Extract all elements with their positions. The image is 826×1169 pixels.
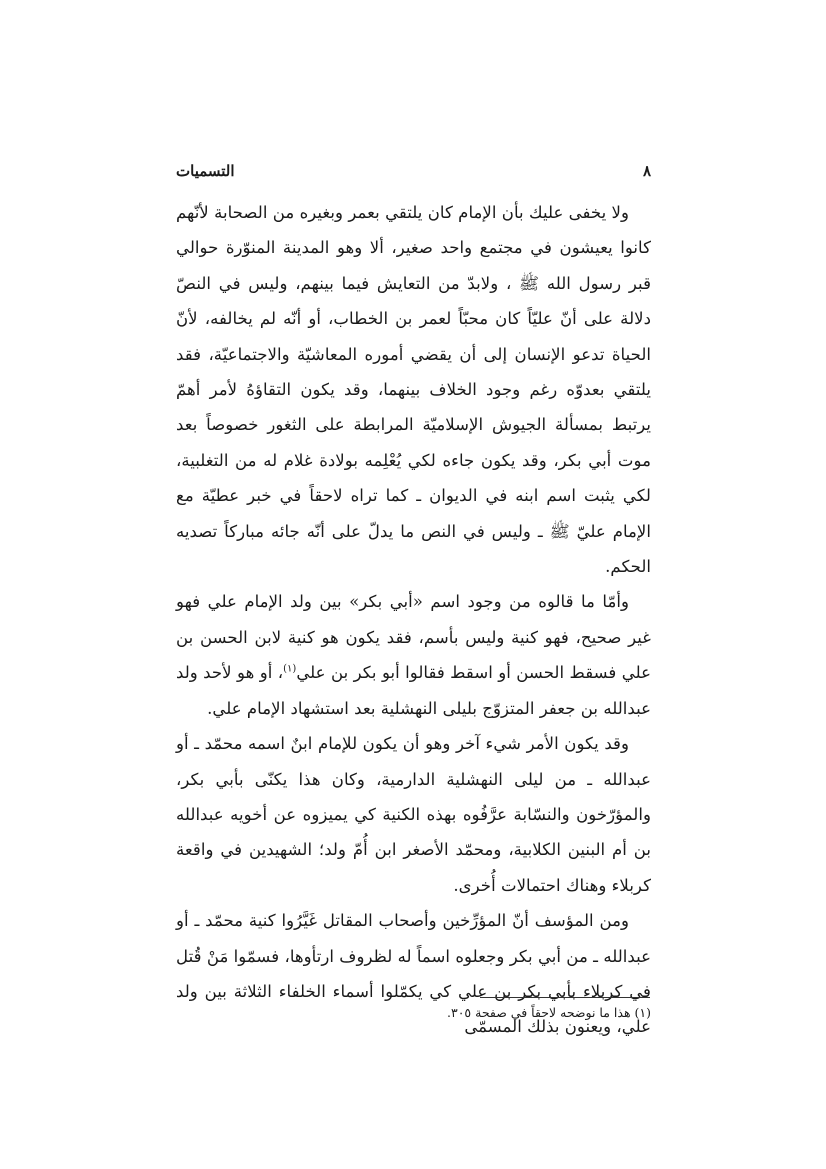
- paragraph-2-text-before: وأمّا ما قالوه من وجود اسم «أبي بكر» بين ولد الإمام علي فهو غير صحيح، فهو كنية وليس بأسم، فقد يكون هو كنية لابن الحسن بن علي فسقط الحسن أو اسقط فقالوا أبو بكر بن علي: [176, 592, 651, 683]
- paragraph-2: [176, 584, 651, 726]
- footnote-separator: [480, 997, 650, 998]
- paragraph-2-text-after: ، أو هو لأحد ولد عبدالله بن جعفر المتزوّج بليلى النهشلية بعد استشهاد الإمام علي.: [176, 663, 651, 718]
- footnote-1: (١) هذا ما نوضحه لاحقاً في صفحة ٣٠٥.: [447, 1005, 651, 1020]
- page-header: [176, 162, 651, 184]
- running-title: التسميات: [176, 162, 235, 180]
- paragraph-3: وقد يكون الأمر شيء آخر وهو أن يكون للإمام ابنٌ اسمه محمّد ـ أو عبدالله ـ من ليلى النهشلية الدارمية، وكان هذا يكنّى بأبي بكر، والمؤرّخون والنسّابة عرَّفُوه بهذه الكنية كي يميزوه عن أخويه عبدالله بن أم البنين الكلابية، ومحمّد الأصغر ابن أُمّ ولد؛ الشهيدين في واقعة كربلاء وهناك احتمالات أُخرى.: [176, 734, 651, 895]
- page-number: ٨: [642, 162, 651, 180]
- paragraph-1: ولا يخفى عليك بأن الإمام كان يلتقي بعمر وبغيره من الصحابة لأنّهم كانوا يعيشون في مجتمع واحد صغير، ألا وهو المدينة المنوّرة حوالي قبر رسول الله ﷺ ، ولابدّ من التعايش فيما بينهم، وليس في النصّ دلالة على أنّ عليّاً كان محبّاً لعمر بن الخطاب، أو أنّه لم يخالفه، لأنّ الحياة تدعو الإنسان إلى أن يقضي أموره المعاشيّة والاجتماعيّة، فقد يلتقي بعدوّه رغم وجود الخلاف بينهما، وقد يكون التقاؤهُ لأمر أهمّ يرتبط بمسألة الجيوش الإسلاميّة المرابطة على الثغور خصوصاً بعد موت أبي بكر، وقد يكون جاءه لكي يُعْلِمه بولادة غلام له من التغلبية، لكي يثبت اسم ابنه في الديوان ـ كما تراه لاحقاً في خبر عطيّة مع الإمام عليّ ﷺ ـ وليس في النص ما يدلّ على أنّه جائه مباركاً تصديه الحكم.: [176, 203, 651, 577]
- paragraph-4: ومن المؤسف أنّ المؤرِّخين وأصحاب المقاتل غَيَّرُوا كنية محمّد ـ أو عبدالله ـ من أبي بكر وجعلوه اسماً له لظروف ارتأوها، فسمّوا مَنْ قُتل في كربلاء بأبي بكر بن علي كي يكمّلوا أسماء الخلفاء الثلاثة بين ولد علي، ويعنون بذلك المسمّى: [176, 911, 651, 1037]
- footnote-reference-1[interactable]: (١): [283, 663, 297, 675]
- body-text: [176, 195, 651, 1045]
